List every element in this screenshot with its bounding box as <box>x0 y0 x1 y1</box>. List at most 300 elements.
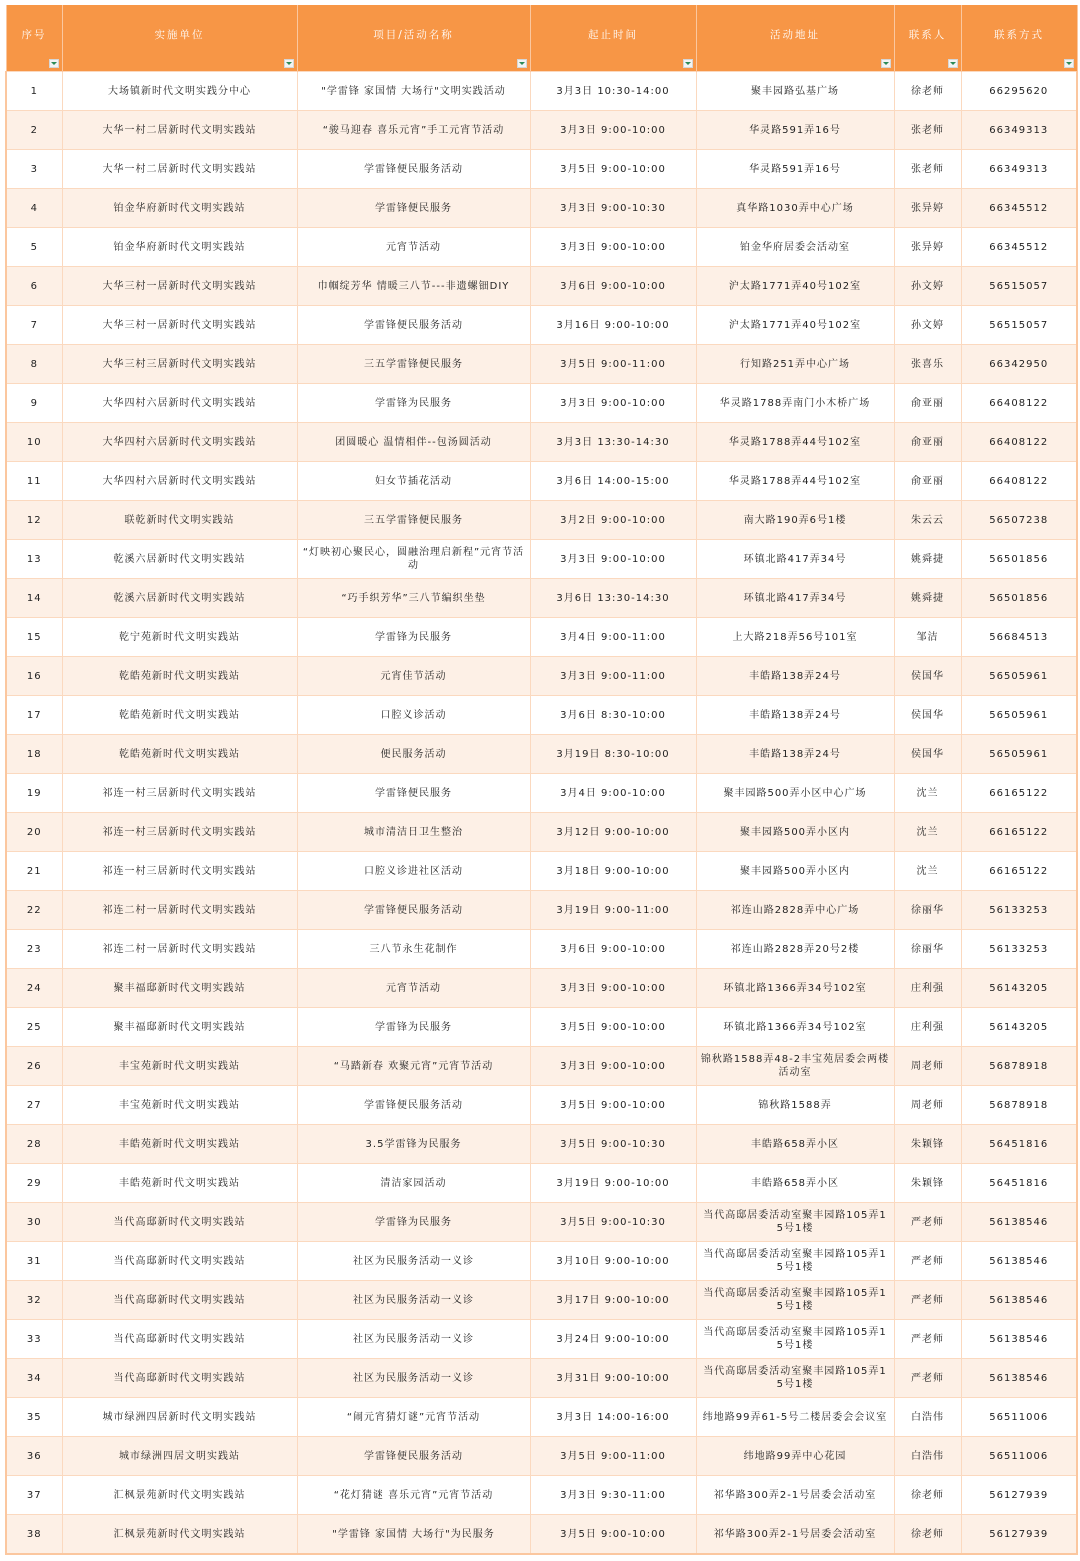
table-row <box>6 1125 1077 1164</box>
cell-time: 3月19日 9:00-11:00 <box>530 891 696 930</box>
cell-activity: 社区为民服务活动一义诊 <box>297 1359 530 1398</box>
cell-activity: 学雷锋为民服务 <box>297 618 530 657</box>
cell-time: 3月10日 9:00-10:00 <box>530 1242 696 1281</box>
cell-phone: 56684513 <box>961 618 1077 657</box>
cell-activity: 三五学雷锋便民服务 <box>297 345 530 384</box>
cell-address: 当代高邸居委活动室聚丰园路105弄15号1楼 <box>696 1359 894 1398</box>
activity-table <box>5 5 1078 1555</box>
table-row <box>6 501 1077 540</box>
cell-unit: 丰皓苑新时代文明实践站 <box>62 1164 297 1203</box>
table-row <box>6 1281 1077 1320</box>
cell-time: 3月3日 9:00-10:00 <box>530 969 696 1008</box>
table-row <box>6 813 1077 852</box>
table-row <box>6 930 1077 969</box>
cell-time: 3月17日 9:00-10:00 <box>530 1281 696 1320</box>
cell-time: 3月5日 9:00-11:00 <box>530 1437 696 1476</box>
cell-unit: 乾皓苑新时代文明实践站 <box>62 735 297 774</box>
cell-activity: 城市清洁日卫生整治 <box>297 813 530 852</box>
cell-address: 当代高邸居委活动室聚丰园路105弄15号1楼 <box>696 1242 894 1281</box>
cell-address: 祁华路300弄2-1号居委会活动室 <box>696 1515 894 1555</box>
cell-phone: 56138546 <box>961 1320 1077 1359</box>
cell-phone: 56138546 <box>961 1242 1077 1281</box>
cell-seq: 17 <box>6 696 62 735</box>
cell-seq: 36 <box>6 1437 62 1476</box>
cell-seq: 7 <box>6 306 62 345</box>
cell-address: 丰皓路138弄24号 <box>696 696 894 735</box>
column-header-label: 项目/活动名称 <box>373 28 454 41</box>
cell-phone: 66408122 <box>961 384 1077 423</box>
table-row <box>6 891 1077 930</box>
cell-phone: 56451816 <box>961 1125 1077 1164</box>
cell-contact: 侯国华 <box>894 735 961 774</box>
cell-contact: 周老师 <box>894 1086 961 1125</box>
table-row <box>6 1242 1077 1281</box>
cell-address: 祁连山路2828弄中心广场 <box>696 891 894 930</box>
cell-phone: 66295620 <box>961 72 1077 111</box>
cell-unit: 聚丰福邸新时代文明实践站 <box>62 1008 297 1047</box>
table-row <box>6 1476 1077 1515</box>
cell-phone: 66408122 <box>961 423 1077 462</box>
table-row <box>6 852 1077 891</box>
cell-phone: 56515057 <box>961 306 1077 345</box>
table-row <box>6 228 1077 267</box>
cell-time: 3月24日 9:00-10:00 <box>530 1320 696 1359</box>
cell-time: 3月5日 9:00-10:30 <box>530 1203 696 1242</box>
cell-seq: 18 <box>6 735 62 774</box>
cell-address: 丰皓路138弄24号 <box>696 735 894 774</box>
table-row <box>6 774 1077 813</box>
cell-address: 纬地路99弄中心花园 <box>696 1437 894 1476</box>
cell-address: 祁华路300弄2-1号居委会活动室 <box>696 1476 894 1515</box>
cell-phone: 56127939 <box>961 1476 1077 1515</box>
cell-address: 丰皓路658弄小区 <box>696 1125 894 1164</box>
cell-seq: 15 <box>6 618 62 657</box>
cell-activity: 学雷锋便民服务 <box>297 189 530 228</box>
cell-unit: 祁连二村一居新时代文明实践站 <box>62 930 297 969</box>
cell-phone: 56878918 <box>961 1086 1077 1125</box>
cell-seq: 10 <box>6 423 62 462</box>
cell-unit: 乾溪六居新时代文明实践站 <box>62 540 297 579</box>
cell-unit: 铂金华府新时代文明实践站 <box>62 189 297 228</box>
cell-activity: 学雷锋便民服务活动 <box>297 1437 530 1476</box>
cell-activity: 妇女节插花活动 <box>297 462 530 501</box>
cell-phone: 56501856 <box>961 579 1077 618</box>
cell-unit: 大场镇新时代文明实践分中心 <box>62 72 297 111</box>
cell-phone: 56505961 <box>961 696 1077 735</box>
cell-contact: 徐老师 <box>894 1515 961 1555</box>
cell-phone: 66345512 <box>961 228 1077 267</box>
cell-time: 3月19日 8:30-10:00 <box>530 735 696 774</box>
cell-contact: 侯国华 <box>894 657 961 696</box>
cell-time: 3月3日 9:00-10:00 <box>530 1047 696 1086</box>
column-header-label: 起止时间 <box>588 28 638 41</box>
cell-activity: “马踏新春 欢聚元宵”元宵节活动 <box>297 1047 530 1086</box>
cell-address: 锦秋路1588弄48-2丰宝苑居委会两楼活动室 <box>696 1047 894 1086</box>
cell-time: 3月6日 9:00-10:00 <box>530 930 696 969</box>
cell-time: 3月3日 9:00-10:00 <box>530 540 696 579</box>
cell-phone: 66165122 <box>961 774 1077 813</box>
cell-address: 纬地路99弄61-5号二楼居委会会议室 <box>696 1398 894 1437</box>
cell-time: 3月31日 9:00-10:00 <box>530 1359 696 1398</box>
cell-phone: 56138546 <box>961 1359 1077 1398</box>
column-header-unit <box>62 5 297 72</box>
table-row <box>6 462 1077 501</box>
column-header-phone <box>961 5 1077 72</box>
cell-contact: 姚舜捷 <box>894 540 961 579</box>
cell-phone: 56143205 <box>961 1008 1077 1047</box>
cell-phone: 56511006 <box>961 1437 1077 1476</box>
table-row <box>6 189 1077 228</box>
cell-contact: 孙文婷 <box>894 267 961 306</box>
cell-time: 3月6日 14:00-15:00 <box>530 462 696 501</box>
cell-unit: 大华一村二居新时代文明实践站 <box>62 111 297 150</box>
cell-activity: 学雷锋为民服务 <box>297 1008 530 1047</box>
cell-activity: 便民服务活动 <box>297 735 530 774</box>
cell-contact: 徐丽华 <box>894 930 961 969</box>
cell-address: 聚丰园路弘基广场 <box>696 72 894 111</box>
cell-seq: 21 <box>6 852 62 891</box>
cell-time: 3月5日 9:00-10:00 <box>530 1086 696 1125</box>
cell-activity: 社区为民服务活动一义诊 <box>297 1320 530 1359</box>
filter-dropdown-icon[interactable] <box>49 59 59 68</box>
cell-address: 沪太路1771弄40号102室 <box>696 267 894 306</box>
cell-activity: 三八节永生花制作 <box>297 930 530 969</box>
cell-time: 3月19日 9:00-10:00 <box>530 1164 696 1203</box>
cell-time: 3月3日 9:00-10:00 <box>530 384 696 423</box>
cell-contact: 张异婷 <box>894 228 961 267</box>
cell-time: 3月3日 9:30-11:00 <box>530 1476 696 1515</box>
cell-time: 3月3日 10:30-14:00 <box>530 72 696 111</box>
cell-contact: 徐老师 <box>894 1476 961 1515</box>
cell-unit: 大华四村六居新时代文明实践站 <box>62 384 297 423</box>
cell-unit: 当代高邸新时代文明实践站 <box>62 1203 297 1242</box>
cell-activity: “骏马迎春 喜乐元宵”手工元宵节活动 <box>297 111 530 150</box>
cell-time: 3月3日 9:00-11:00 <box>530 657 696 696</box>
table-row <box>6 72 1077 111</box>
cell-seq: 13 <box>6 540 62 579</box>
cell-time: 3月5日 9:00-11:00 <box>530 345 696 384</box>
cell-address: 华灵路591弄16号 <box>696 150 894 189</box>
filter-dropdown-icon[interactable] <box>881 59 891 68</box>
cell-contact: 严老师 <box>894 1359 961 1398</box>
cell-seq: 31 <box>6 1242 62 1281</box>
cell-activity: “闹元宵猜灯谜”元宵节活动 <box>297 1398 530 1437</box>
cell-time: 3月16日 9:00-10:00 <box>530 306 696 345</box>
table-row <box>6 306 1077 345</box>
table-body <box>6 72 1077 1555</box>
filter-dropdown-icon[interactable] <box>1064 59 1074 68</box>
column-header-label: 序号 <box>21 28 47 41</box>
cell-address: 环镇北路1366弄34号102室 <box>696 1008 894 1047</box>
cell-unit: 聚丰福邸新时代文明实践站 <box>62 969 297 1008</box>
cell-seq: 4 <box>6 189 62 228</box>
cell-address: 聚丰园路500弄小区内 <box>696 852 894 891</box>
cell-time: 3月4日 9:00-11:00 <box>530 618 696 657</box>
cell-contact: 严老师 <box>894 1281 961 1320</box>
cell-seq: 25 <box>6 1008 62 1047</box>
cell-seq: 19 <box>6 774 62 813</box>
cell-address: 行知路251弄中心广场 <box>696 345 894 384</box>
cell-seq: 37 <box>6 1476 62 1515</box>
cell-unit: 当代高邸新时代文明实践站 <box>62 1320 297 1359</box>
cell-activity: 社区为民服务活动一义诊 <box>297 1242 530 1281</box>
cell-unit: 乾皓苑新时代文明实践站 <box>62 657 297 696</box>
cell-time: 3月6日 9:00-10:00 <box>530 267 696 306</box>
cell-address: 祁连山路2828弄20号2楼 <box>696 930 894 969</box>
cell-time: 3月3日 9:00-10:30 <box>530 189 696 228</box>
cell-phone: 56505961 <box>961 735 1077 774</box>
cell-address: 铂金华府居委会活动室 <box>696 228 894 267</box>
table-row <box>6 150 1077 189</box>
header-row <box>6 5 1077 72</box>
cell-unit: 汇枫景苑新时代文明实践站 <box>62 1476 297 1515</box>
cell-contact: 朱云云 <box>894 501 961 540</box>
cell-time: 3月6日 13:30-14:30 <box>530 579 696 618</box>
cell-address: 聚丰园路500弄小区内 <box>696 813 894 852</box>
cell-unit: 乾溪六居新时代文明实践站 <box>62 579 297 618</box>
cell-seq: 32 <box>6 1281 62 1320</box>
cell-phone: 66342950 <box>961 345 1077 384</box>
cell-activity: "学雷锋 家国情 大场行"为民服务 <box>297 1515 530 1555</box>
cell-contact: 张老师 <box>894 111 961 150</box>
cell-contact: 严老师 <box>894 1242 961 1281</box>
cell-time: 3月2日 9:00-10:00 <box>530 501 696 540</box>
cell-contact: 朱颖锋 <box>894 1164 961 1203</box>
cell-seq: 11 <box>6 462 62 501</box>
cell-phone: 56511006 <box>961 1398 1077 1437</box>
cell-seq: 6 <box>6 267 62 306</box>
cell-activity: 学雷锋为民服务 <box>297 384 530 423</box>
cell-contact: 侯国华 <box>894 696 961 735</box>
cell-activity: 学雷锋便民服务活动 <box>297 1086 530 1125</box>
cell-address: 丰皓路658弄小区 <box>696 1164 894 1203</box>
table-row <box>6 657 1077 696</box>
cell-activity: “灯映初心聚民心，圆融治理启新程”元宵节活动 <box>297 540 530 579</box>
cell-unit: 祁连一村三居新时代文明实践站 <box>62 774 297 813</box>
cell-activity: 学雷锋便民服务活动 <box>297 891 530 930</box>
cell-contact: 周老师 <box>894 1047 961 1086</box>
cell-unit: 大华三村一居新时代文明实践站 <box>62 306 297 345</box>
cell-address: 环镇北路417弄34号 <box>696 579 894 618</box>
cell-activity: “花灯猜谜 喜乐元宵”元宵节活动 <box>297 1476 530 1515</box>
cell-phone: 56133253 <box>961 891 1077 930</box>
cell-seq: 28 <box>6 1125 62 1164</box>
filter-dropdown-icon[interactable] <box>948 59 958 68</box>
cell-seq: 9 <box>6 384 62 423</box>
cell-address: 聚丰园路500弄小区中心广场 <box>696 774 894 813</box>
cell-unit: 丰皓苑新时代文明实践站 <box>62 1125 297 1164</box>
cell-unit: 乾宁苑新时代文明实践站 <box>62 618 297 657</box>
cell-unit: 铂金华府新时代文明实践站 <box>62 228 297 267</box>
table-row <box>6 1359 1077 1398</box>
cell-address: 华灵路1788弄44号102室 <box>696 423 894 462</box>
cell-activity: 社区为民服务活动一义诊 <box>297 1281 530 1320</box>
cell-contact: 庄利强 <box>894 1008 961 1047</box>
filter-dropdown-icon[interactable] <box>683 59 693 68</box>
cell-address: 华灵路591弄16号 <box>696 111 894 150</box>
cell-address: 当代高邸居委活动室聚丰园路105弄15号1楼 <box>696 1203 894 1242</box>
table-row <box>6 1164 1077 1203</box>
cell-seq: 8 <box>6 345 62 384</box>
table-row <box>6 735 1077 774</box>
cell-unit: 祁连一村三居新时代文明实践站 <box>62 813 297 852</box>
cell-phone: 56138546 <box>961 1281 1077 1320</box>
cell-activity: 学雷锋为民服务 <box>297 1203 530 1242</box>
cell-time: 3月6日 8:30-10:00 <box>530 696 696 735</box>
cell-seq: 27 <box>6 1086 62 1125</box>
cell-unit: 大华四村六居新时代文明实践站 <box>62 462 297 501</box>
cell-unit: 祁连二村一居新时代文明实践站 <box>62 891 297 930</box>
column-header-time <box>530 5 696 72</box>
cell-unit: 联乾新时代文明实践站 <box>62 501 297 540</box>
table-row <box>6 579 1077 618</box>
cell-phone: 66345512 <box>961 189 1077 228</box>
cell-seq: 3 <box>6 150 62 189</box>
table-row <box>6 540 1077 579</box>
column-header-label: 联系方式 <box>994 28 1044 41</box>
column-header-label: 实施单位 <box>154 28 205 41</box>
cell-unit: 当代高邸新时代文明实践站 <box>62 1242 297 1281</box>
table-row <box>6 696 1077 735</box>
cell-activity: 元宵节活动 <box>297 228 530 267</box>
activity-schedule-sheet <box>5 5 1076 1555</box>
table-row <box>6 1320 1077 1359</box>
cell-activity: 三五学雷锋便民服务 <box>297 501 530 540</box>
cell-phone: 56127939 <box>961 1515 1077 1555</box>
cell-seq: 23 <box>6 930 62 969</box>
cell-seq: 16 <box>6 657 62 696</box>
cell-time: 3月3日 9:00-10:00 <box>530 228 696 267</box>
cell-seq: 5 <box>6 228 62 267</box>
cell-time: 3月18日 9:00-10:00 <box>530 852 696 891</box>
cell-activity: 3.5学雷锋为民服务 <box>297 1125 530 1164</box>
cell-contact: 沈兰 <box>894 852 961 891</box>
cell-address: 上大路218弄56号101室 <box>696 618 894 657</box>
cell-address: 华灵路1788弄南门小木桥广场 <box>696 384 894 423</box>
table-row <box>6 618 1077 657</box>
cell-activity: “巧手织芳华”三八节编织坐垫 <box>297 579 530 618</box>
cell-seq: 35 <box>6 1398 62 1437</box>
cell-contact: 徐老师 <box>894 72 961 111</box>
cell-contact: 邹洁 <box>894 618 961 657</box>
cell-phone: 56505961 <box>961 657 1077 696</box>
table-row <box>6 423 1077 462</box>
cell-contact: 徐丽华 <box>894 891 961 930</box>
cell-address: 真华路1030弄中心广场 <box>696 189 894 228</box>
column-header-activity <box>297 5 530 72</box>
cell-contact: 孙文婷 <box>894 306 961 345</box>
cell-activity: 清洁家园活动 <box>297 1164 530 1203</box>
cell-contact: 朱颖锋 <box>894 1125 961 1164</box>
cell-address: 当代高邸居委活动室聚丰园路105弄15号1楼 <box>696 1281 894 1320</box>
table-row <box>6 1008 1077 1047</box>
cell-unit: 城市绿洲四居文明实践站 <box>62 1437 297 1476</box>
cell-phone: 66165122 <box>961 852 1077 891</box>
table-row <box>6 1203 1077 1242</box>
cell-activity: 口腔义诊活动 <box>297 696 530 735</box>
cell-address: 丰皓路138弄24号 <box>696 657 894 696</box>
cell-time: 3月3日 9:00-10:00 <box>530 111 696 150</box>
cell-activity: 元宵佳节活动 <box>297 657 530 696</box>
cell-activity: 学雷锋便民服务 <box>297 774 530 813</box>
cell-address: 锦秋路1588弄 <box>696 1086 894 1125</box>
cell-activity: "学雷锋 家国情 大场行"文明实践活动 <box>297 72 530 111</box>
cell-unit: 大华一村二居新时代文明实践站 <box>62 150 297 189</box>
cell-time: 3月3日 13:30-14:30 <box>530 423 696 462</box>
table-row <box>6 1515 1077 1555</box>
cell-contact: 白浩伟 <box>894 1398 961 1437</box>
cell-activity: 巾帼绽芳华 情暖三八节---非遗螺钿DIY <box>297 267 530 306</box>
cell-phone: 56138546 <box>961 1203 1077 1242</box>
cell-seq: 34 <box>6 1359 62 1398</box>
table-row <box>6 345 1077 384</box>
table-row <box>6 1047 1077 1086</box>
cell-time: 3月5日 9:00-10:30 <box>530 1125 696 1164</box>
cell-time: 3月5日 9:00-10:00 <box>530 150 696 189</box>
cell-unit: 当代高邸新时代文明实践站 <box>62 1281 297 1320</box>
table-row <box>6 267 1077 306</box>
cell-contact: 俞亚丽 <box>894 423 961 462</box>
cell-unit: 汇枫景苑新时代文明实践站 <box>62 1515 297 1555</box>
cell-contact: 严老师 <box>894 1203 961 1242</box>
cell-seq: 26 <box>6 1047 62 1086</box>
table-row <box>6 111 1077 150</box>
cell-seq: 22 <box>6 891 62 930</box>
column-header-contact <box>894 5 961 72</box>
table-row <box>6 1086 1077 1125</box>
cell-time: 3月5日 9:00-10:00 <box>530 1008 696 1047</box>
cell-phone: 66165122 <box>961 813 1077 852</box>
cell-contact: 张异婷 <box>894 189 961 228</box>
table-row <box>6 384 1077 423</box>
cell-address: 南大路190弄6号1楼 <box>696 501 894 540</box>
cell-time: 3月12日 9:00-10:00 <box>530 813 696 852</box>
column-header-address <box>696 5 894 72</box>
cell-phone: 56133253 <box>961 930 1077 969</box>
cell-contact: 庄利强 <box>894 969 961 1008</box>
cell-seq: 14 <box>6 579 62 618</box>
cell-address: 华灵路1788弄44号102室 <box>696 462 894 501</box>
cell-contact: 俞亚丽 <box>894 462 961 501</box>
cell-phone: 66349313 <box>961 150 1077 189</box>
cell-seq: 1 <box>6 72 62 111</box>
cell-seq: 33 <box>6 1320 62 1359</box>
cell-time: 3月4日 9:00-10:00 <box>530 774 696 813</box>
cell-unit: 祁连一村三居新时代文明实践站 <box>62 852 297 891</box>
cell-unit: 大华三村一居新时代文明实践站 <box>62 267 297 306</box>
cell-contact: 沈兰 <box>894 774 961 813</box>
cell-phone: 66349313 <box>961 111 1077 150</box>
cell-unit: 大华四村六居新时代文明实践站 <box>62 423 297 462</box>
filter-dropdown-icon[interactable] <box>284 59 294 68</box>
cell-activity: 学雷锋便民服务活动 <box>297 306 530 345</box>
cell-address: 沪太路1771弄40号102室 <box>696 306 894 345</box>
cell-seq: 38 <box>6 1515 62 1555</box>
filter-dropdown-icon[interactable] <box>517 59 527 68</box>
cell-phone: 66408122 <box>961 462 1077 501</box>
cell-time: 3月5日 9:00-10:00 <box>530 1515 696 1555</box>
cell-activity: 元宵节活动 <box>297 969 530 1008</box>
column-header-seq <box>6 5 62 72</box>
cell-phone: 56878918 <box>961 1047 1077 1086</box>
cell-unit: 丰宝苑新时代文明实践站 <box>62 1086 297 1125</box>
cell-unit: 丰宝苑新时代文明实践站 <box>62 1047 297 1086</box>
cell-contact: 姚舜捷 <box>894 579 961 618</box>
cell-seq: 12 <box>6 501 62 540</box>
cell-unit: 大华三村三居新时代文明实践站 <box>62 345 297 384</box>
cell-contact: 张老师 <box>894 150 961 189</box>
cell-time: 3月3日 14:00-16:00 <box>530 1398 696 1437</box>
